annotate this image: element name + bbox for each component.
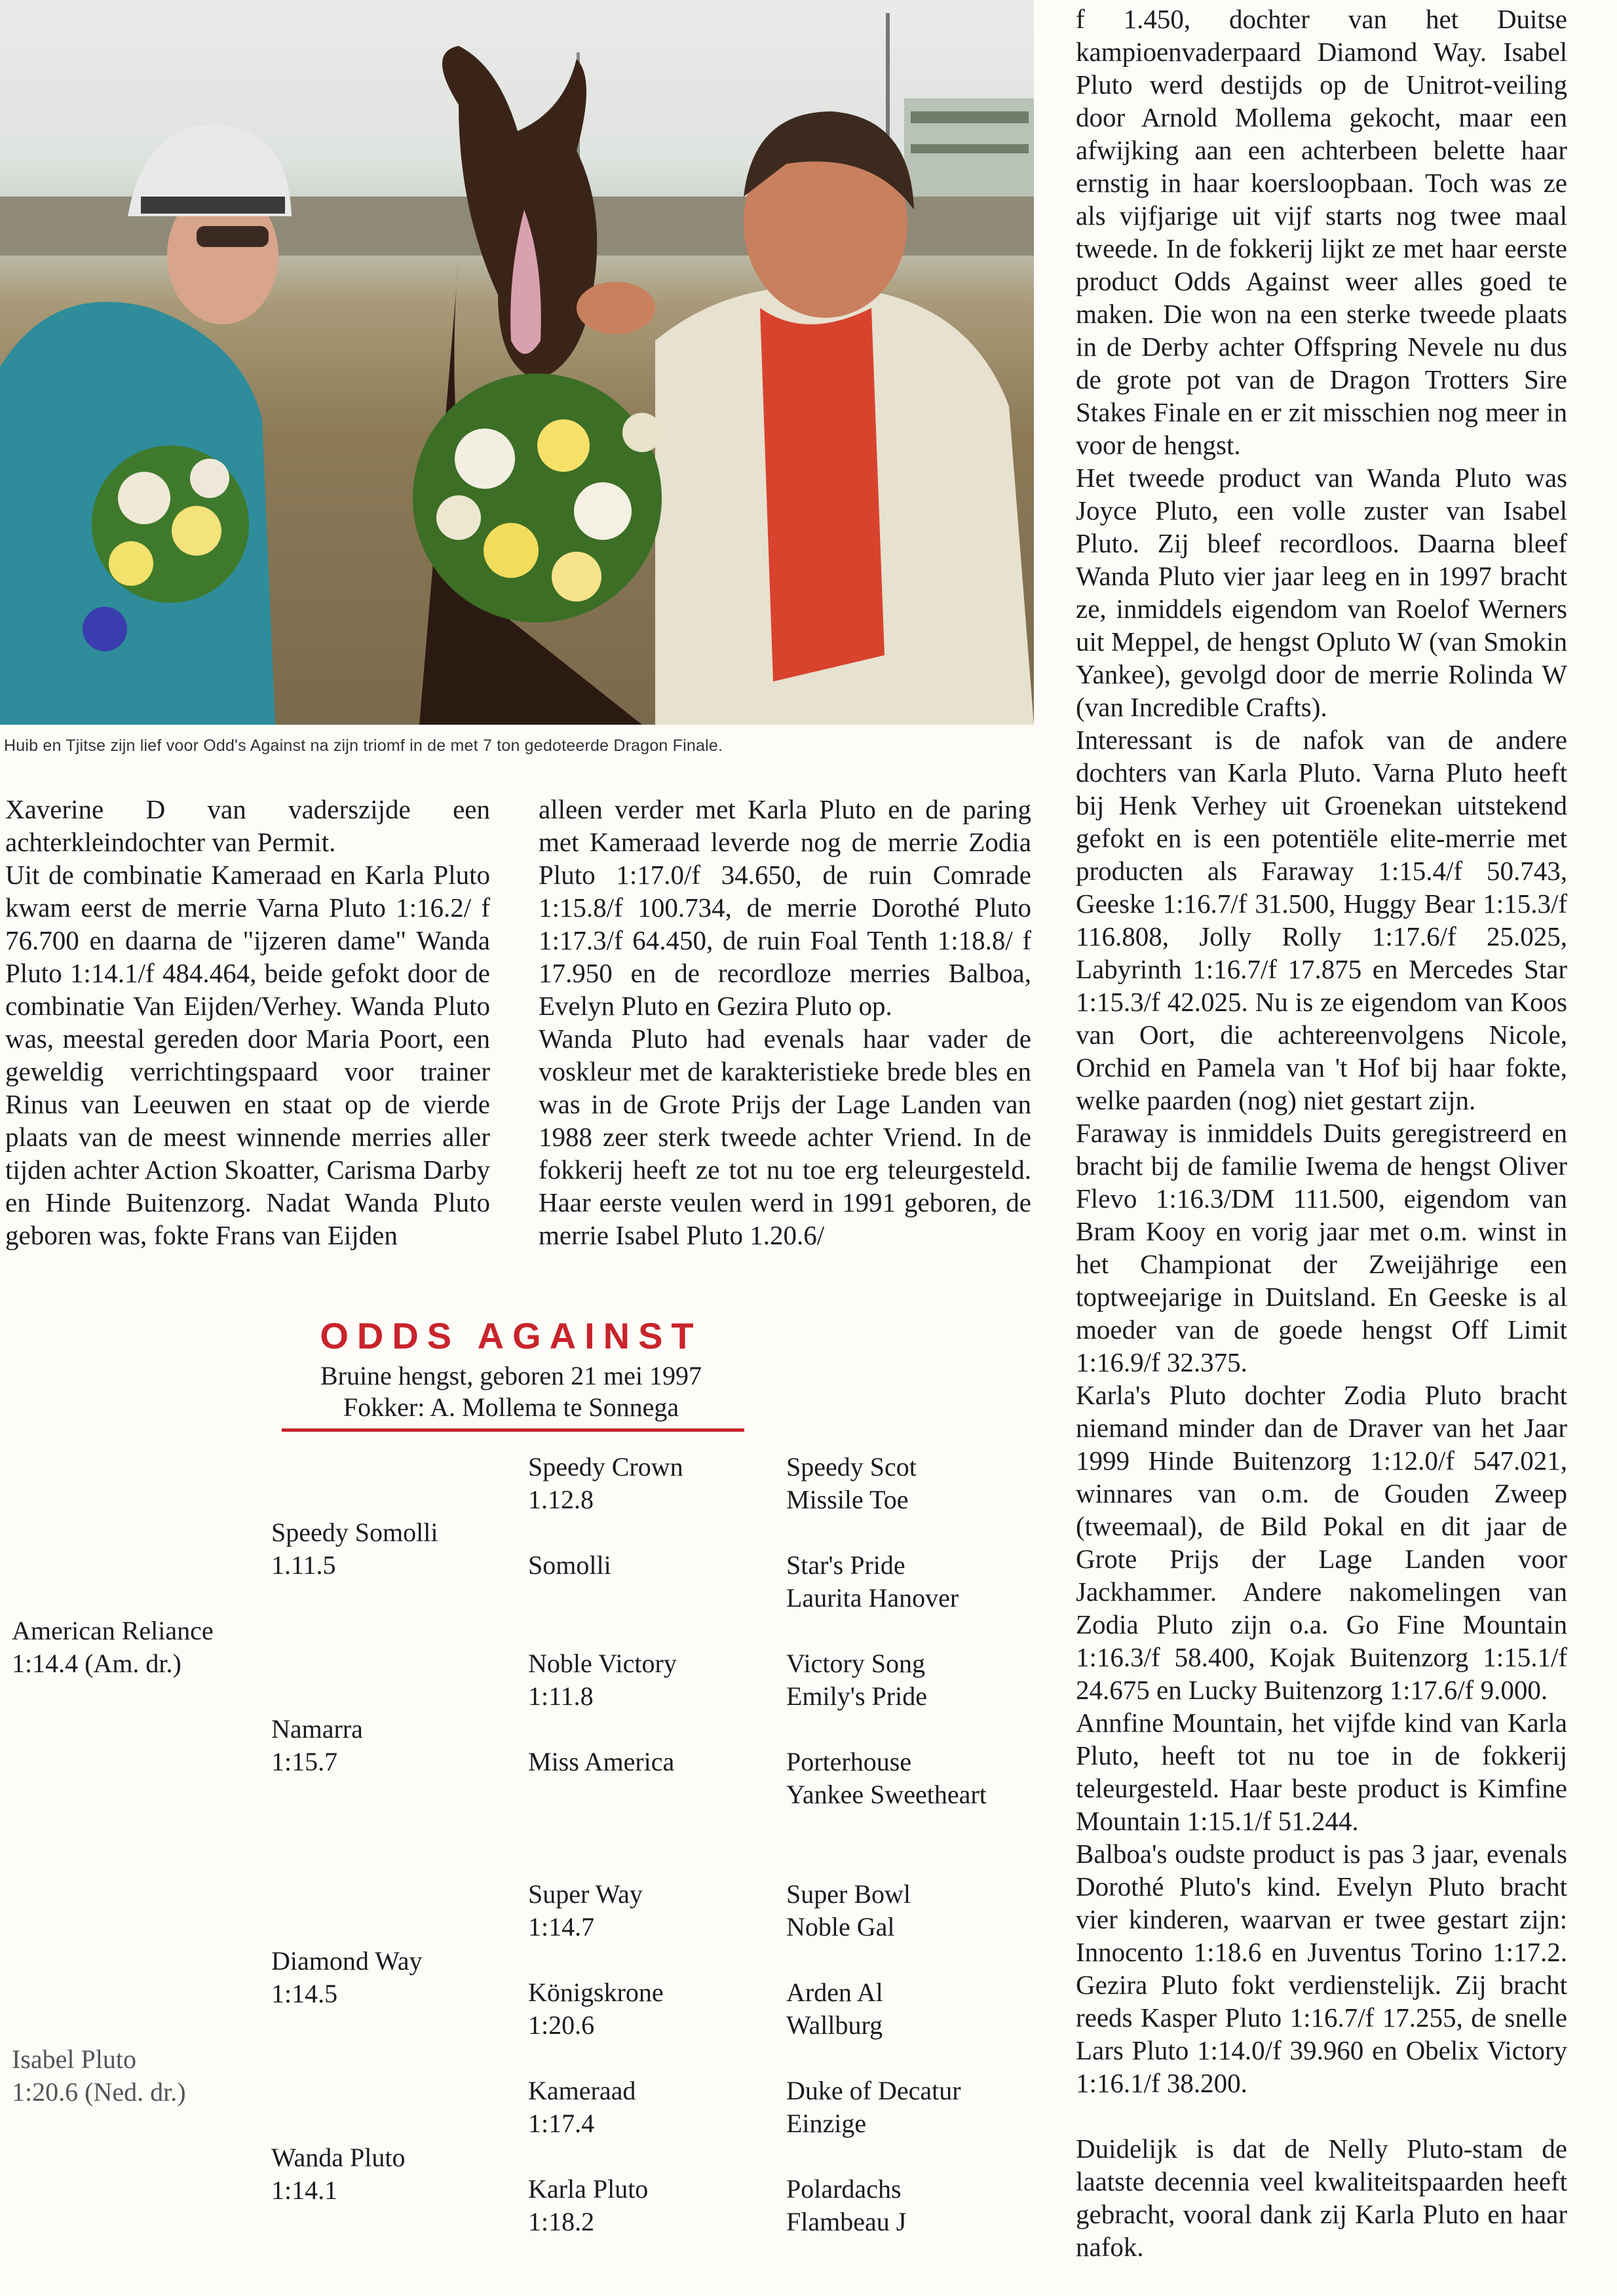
horse-name: Diamond Way	[271, 1946, 423, 1976]
paragraph: Xaverine D van vaderszijde een achterkleindochter van Permit.	[5, 794, 490, 857]
horse-name: Duke of Decatur	[786, 2076, 961, 2105]
text-column-3	[1076, 3, 1567, 2263]
horse-name: Victory Song	[786, 1649, 926, 1678]
paragraph: Faraway is inmiddels Duits geregistreerd en bracht bij de familie Iwema de hengst Oliver Flevo 1:16.3/DM 111.500, eigendom van Bram Kooy en vorig jaar met o.m. winst in het Championat der Zweijährige een toptweejarige in Duitsland. En Geeske is al moeder van de goede hengst Off Limit 1:16.9/f 32.375.	[1076, 1118, 1567, 1377]
paragraph: Interessant is de nafok van de andere dochters van Karla Pluto. Varna Pluto heeft bij Henk Verhey uit Groenekan uitstekend gefokt en is een potentiële elite-merrie met producten als Faraway 1:15.4/f 50.743, Geeske 1:16.7/f 31.500, Huggy Bear 1:15.3/f 116.808, Jolly Rolly 1:17.6/f 25.025, Labyrinth 1:16.7/f 17.875 en Mercedes Star 1:15.3/f 42.025. Nu is ze eigendom van Koos van Oort, die achtereenvolgens Nicole, Orchid en Pamela van 't Hof bij haar fokte, welke paarden (nog) niet gestart zijn.	[1076, 725, 1567, 1115]
horse-record: 1:11.8	[528, 1681, 594, 1711]
horse-name: Arden Al	[786, 1978, 883, 2007]
pedigree-g4-pair	[786, 2173, 906, 2238]
horse-name: Porterhouse	[786, 1747, 912, 1776]
horse-name: Polardachs	[786, 2174, 902, 2204]
horse-name: Miss America	[528, 1747, 675, 1776]
paragraph: Duidelijk is dat de Nelly Pluto-stam de laatste decennia veel kwaliteitspaarden heeft gebracht, vooral dank zij Karla Pluto en haar nafok.	[1076, 2133, 1567, 2262]
pedigree-g4-pair	[786, 1647, 927, 1713]
horse-photo	[0, 0, 1034, 725]
photo-caption: Huib en Tjitse zijn lief voor Odd's Against na zijn triomf in de met 7 ton gedoteerde Dragon Finale.	[4, 737, 723, 755]
horse-record: 1:20.6	[528, 2010, 595, 2040]
pedigree-dam	[12, 2043, 186, 2109]
pedigree-g3-entry	[528, 1746, 674, 1778]
horse-record: 1:14.5	[271, 1979, 338, 2008]
pedigree-g2-entry	[271, 2141, 406, 2207]
horse-name: Karla Pluto	[528, 2174, 649, 2204]
pedigree-g4-pair	[786, 1549, 959, 1615]
horse-name: Missile Toe	[786, 1485, 909, 1514]
text-column-1	[5, 793, 490, 1252]
horse-record: 1.11.5	[271, 1550, 336, 1580]
pedigree-g4-pair	[786, 1451, 917, 1516]
horse-record: 1:18.2	[528, 2207, 595, 2236]
horse-record: 1.12.8	[528, 1485, 594, 1514]
paragraph: Wanda Pluto had evenals haar vader de voskleur met de karakteristieke brede bles en was in de Grote Prijs der Lage Landen van 1988 zeer sterk tweede achter Vriend. In de fokkerij heeft ze tot nu toe erg teleurgesteld. Haar eerste veulen werd in 1991 geboren, de merrie Isabel Pluto 1.20.6/	[539, 1024, 1031, 1250]
pedigree-divider	[282, 1428, 744, 1432]
horse-name: Speedy Scot	[786, 1452, 917, 1482]
text-column-2	[539, 793, 1031, 1252]
pedigree-g3-entry	[528, 2075, 636, 2140]
horse-name: Isabel Pluto	[12, 2044, 136, 2074]
paragraph: Karla's Pluto dochter Zodia Pluto bracht niemand minder dan de Draver van het Jaar 1999 Hinde Buitenzorg 1:12.0/f 547.021, winnares van o.m. de Gouden Zweep (tweemaal), de Bild Pokal en dit jaar de Grote Prijs der Lage Landen voor Jackhammer. Andere nakomelingen van Zodia Pluto zijn o.a. Go Fine Mountain 1:16.3/f 58.400, Kojak Buitenzorg 1:15.1/f 24.675 en Lucky Buitenzorg 1:17.6/f 9.000.	[1076, 1380, 1567, 1705]
paragraph: f 1.450, dochter van het Duitse kampioenvaderpaard Diamond Way. Isabel Pluto werd destijds op de Unitrot-veiling door Arnold Mollema gekocht, maar een afwijking aan een achterbeen belette haar ernstig in haar koersloopbaan. Toch was ze als vijfjarige uit vijf starts nog twee maal tweede. In de fokkerij lijkt ze met haar eerste product Odds Against weer alles goed te maken. Die won na een sterke tweede plaats in de Derby achter Offspring Nevele nu dus de grote pot van de Dragon Trotters Sire Stakes Finale en er zit misschien nog meer in voor de hengst.	[1076, 4, 1567, 460]
paragraph: Het tweede product van Wanda Pluto was Joyce Pluto, een volle zuster van Isabel Pluto. Zij bleef recordloos. Daarna bleef Wanda Pluto vier jaar leeg en in 1997 bracht ze, inmiddels eigendom van Roelof Werners uit Meppel, de hengst Opluto W (van Smokin Yankee), gevolgd door de merrie Rolinda W (van Incredible Crafts).	[1076, 463, 1567, 722]
horse-record: 1:20.6 (Ned. dr.)	[12, 2077, 186, 2107]
horse-name: Einzige	[786, 2109, 867, 2138]
photo-illustration	[0, 0, 1034, 725]
pedigree-g2-entry	[271, 1516, 438, 1582]
horse-name: Laurita Hanover	[786, 1583, 959, 1613]
horse-name: Namarra	[271, 1714, 363, 1744]
horse-name: American Reliance	[12, 1616, 214, 1645]
paragraph: Uit de combinatie Kameraad en Karla Pluto kwam eerst de merrie Varna Pluto 1:16.2/ f 76.700 en daarna de "ijzeren dame" Wanda Pluto 1:14.1/f 484.464, beide gefokt door de combinatie Van Eijden/Verhey. Wanda Pluto was, meestal gereden door Maria Poort, een geweldig verrichtingspaard voor trainer Rinus van Leeuwen en staat op de vierde plaats van de meest winnende merries aller tijden achter Action Skoatter, Carisma Darby en Hinde Buitenzorg. Nadat Wanda Pluto geboren was, fokte Frans van Eijden	[5, 860, 490, 1250]
horse-name: Yankee Sweetheart	[786, 1780, 987, 1809]
horse-name: Emily's Pride	[786, 1681, 927, 1711]
horse-record: 1:14.7	[528, 1912, 595, 1942]
horse-record: 1:14.1	[271, 2175, 338, 2205]
pedigree-g3-entry	[528, 1878, 643, 1943]
horse-name: Wanda Pluto	[271, 2143, 406, 2172]
horse-name: Kameraad	[528, 2076, 636, 2105]
paragraph: alleen verder met Karla Pluto en de paring met Kameraad leverde nog de merrie Zodia Pluto 1:17.0/f 34.650, de ruin Comrade 1:15.8/f 100.734, de merrie Dorothé Pluto 1:17.3/f 64.450, de ruin Foal Tenth 1:18.8/ f 17.950 en de recordloze merries Balboa, Evelyn Pluto en Gezira Pluto op.	[539, 794, 1031, 1021]
horse-name: Wallburg	[786, 2010, 883, 2040]
pedigree-g2-entry	[271, 1713, 363, 1778]
paragraph: Balboa's oudste product is pas 3 jaar, evenals Dorothé Pluto's kind. Evelyn Pluto bracht vier kinderen, waarvan er twee gestart zijn: Innocento 1:18.6 en Juventus Torino 1:17.2. Gezira Pluto fokt verdienstelijk. Zij bracht reeds Kasper Pluto 1:16.7/f 17.255, de snelle Lars Pluto 1:14.0/f 39.960 en Obelix Victory 1:16.1/f 38.200.	[1076, 1839, 1567, 2098]
horse-name: Königskrone	[528, 1978, 664, 2007]
pedigree-g4-pair	[786, 1746, 987, 1811]
pedigree-g2-entry	[271, 1945, 422, 2010]
paragraph: Annfine Mountain, het vijfde kind van Karla Pluto, heeft tot nu toe in de fokkerij teleurgesteld. Haar beste product is Kimfine Mountain 1:15.1/f 51.244.	[1076, 1708, 1567, 1836]
horse-record: 1:17.4	[528, 2109, 595, 2138]
pedigree-g4-pair	[786, 1878, 911, 1943]
horse-name: Speedy Somolli	[271, 1518, 438, 1547]
pedigree-g3-entry	[528, 1976, 664, 2042]
horse-name: Super Bowl	[786, 1879, 911, 1909]
horse-name: Super Way	[528, 1879, 643, 1909]
horse-name: Noble Victory	[528, 1649, 677, 1678]
pedigree-subtitle: Bruine hengst, geboren 21 mei 1997	[320, 1361, 702, 1390]
horse-name: Somolli	[528, 1550, 611, 1580]
pedigree-g3-entry	[528, 1647, 677, 1713]
horse-name: Speedy Crown	[528, 1452, 683, 1482]
pedigree-g4-pair	[786, 1976, 883, 2042]
pedigree-g3-entry	[528, 1451, 683, 1516]
pedigree-title: ODDS AGAINST	[320, 1315, 702, 1356]
pedigree-g4-pair	[786, 2075, 961, 2140]
horse-record: 1:15.7	[271, 1747, 338, 1776]
horse-name: Star's Pride	[786, 1550, 905, 1580]
pedigree-g3-entry	[528, 1549, 611, 1582]
horse-record: 1:14.4 (Am. dr.)	[12, 1649, 181, 1678]
pedigree-g3-entry	[528, 2173, 648, 2238]
horse-name: Noble Gal	[786, 1912, 895, 1942]
pedigree-breeder: Fokker: A. Mollema te Sonnega	[343, 1392, 679, 1422]
pedigree-sire	[12, 1615, 214, 1680]
horse-name: Flambeau J	[786, 2207, 907, 2236]
